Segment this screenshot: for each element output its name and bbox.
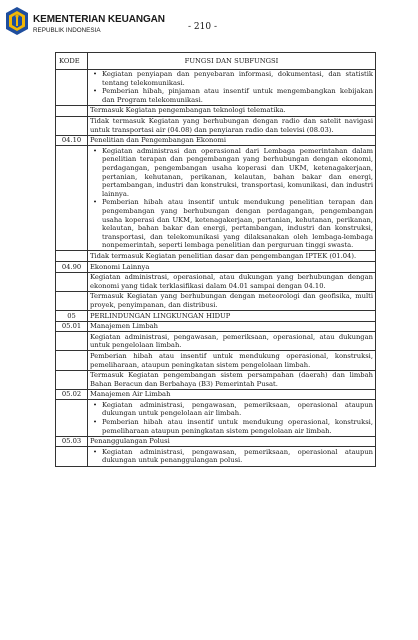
list-item: • Kegiatan administrasi dan operasional dari Lembaga pemerintahan dalam penelitian terapan dan pengembangan yang berhubungan dengan ekonomi, perdagangan, pengembangan usaha koperasi dan UKM, ketenagakerjaan, pertanian, kehutanan, perikanan, kelautan, bahan bakar dan energi, pertambangan, industri dan konstruksi, transportasi, komunikasi, dan industri lainnya.: [90, 147, 373, 199]
code-cell: [56, 400, 88, 436]
code-cell: [56, 69, 88, 105]
table-row: [56, 116, 376, 135]
table-row: [56, 400, 376, 436]
code-cell: 04.10: [56, 135, 88, 146]
table-row: [56, 447, 376, 466]
subfunction-title: Ekonomi Lainnya: [88, 262, 376, 273]
table-row: [56, 311, 376, 322]
code-cell: [56, 351, 88, 370]
code-cell: [56, 291, 88, 310]
bullet-list: [90, 70, 373, 104]
function-title: PERLINDUNGAN LINGKUNGAN HIDUP: [88, 311, 376, 322]
list-item: • Pemberian hibah atau insentif untuk mendukung penelitian terapan dan pengembangan yang berhubungan dengan perdagangan, pengembangan usaha koperasi dan UKM, ketenagakerjaan, pertanian, kehutanan, perikanan, kelautan, bahan bakar dan energi, pertambangan, industri dan konstruksi, transportasi, dan telekomunikasi yang dilaksanakan oleh lembaga-lembaga nonpemerintah, seperti lembaga penelitian dan perguruan tinggi swasta.: [90, 198, 373, 250]
table-row: [56, 370, 376, 389]
table-row: [56, 272, 376, 291]
code-cell: [56, 272, 88, 291]
desc-cell: [88, 146, 376, 251]
bullet-list: [90, 448, 373, 465]
table-row: [56, 262, 376, 273]
table-row: [56, 332, 376, 351]
org-subtitle: REPUBLIK INDONESIA: [33, 27, 101, 34]
code-cell: [56, 146, 88, 251]
code-cell: [56, 116, 88, 135]
code-cell: 05: [56, 311, 88, 322]
org-name: KEMENTERIAN KEUANGAN: [33, 14, 165, 25]
page-number: - 210 -: [188, 22, 217, 32]
desc-cell: Termasuk Kegiatan yang berhubungan dengan meteorologi dan geofisika, multi proyek, penyimpanan, dan distribusi.: [88, 291, 376, 310]
desc-cell: [88, 69, 376, 105]
table-row: [56, 436, 376, 447]
desc-cell: Tidak termasuk Kegiatan yang berhubungan dengan radio dan satelit navigasi untuk transportasi air (04.08) dan penyiaran radio dan televisi (08.03).: [88, 116, 376, 135]
table-row: [56, 389, 376, 400]
function-table: [55, 52, 376, 467]
table-row: [56, 321, 376, 332]
code-cell: 04.90: [56, 262, 88, 273]
bullet-list: [90, 147, 373, 250]
subfunction-title: Penelitian dan Pengembangan Ekonomi: [88, 135, 376, 146]
desc-cell: Tidak termasuk Kegiatan penelitian dasar dan pengembangan IPTEK (01.04).: [88, 251, 376, 262]
desc-cell: Kegiatan administrasi, operasional, atau dukungan yang berhubungan dengan ekonomi yang tidak terklasifikasi dalam 04.01 sampai dengan 04.10.: [88, 272, 376, 291]
subfunction-title: Manajemen Air Limbah: [88, 389, 376, 400]
list-item: • Pemberian hibah, pinjaman atau insentif untuk mengembangkan kebijakan dan Program telekomunikasi.: [90, 87, 373, 104]
code-cell: [56, 332, 88, 351]
table-row: [56, 135, 376, 146]
desc-cell: [88, 447, 376, 466]
code-cell: 05.02: [56, 389, 88, 400]
desc-cell: Kegiatan administrasi, pengawasan, pemeriksaan, operasional, atau dukungan untuk pengelolaan limbah.: [88, 332, 376, 351]
subfunction-title: Manajemen Limbah: [88, 321, 376, 332]
code-cell: [56, 251, 88, 262]
code-cell: 05.01: [56, 321, 88, 332]
desc-cell: Termasuk Kegiatan pengembangan teknologi telematika.: [88, 105, 376, 116]
desc-cell: [88, 400, 376, 436]
list-item: • Kegiatan administrasi, pengawasan, pemeriksaan, operasional ataupun dukungan untuk pengelolaan air limbah.: [90, 401, 373, 418]
table-row: [56, 251, 376, 262]
table-row: [56, 105, 376, 116]
ministry-emblem-icon: [4, 6, 30, 36]
code-cell: [56, 105, 88, 116]
list-item: • Pemberian hibah atau insentif untuk mendukung operasional, konstruksi, pemeliharaan ataupun peningkatan sistem pengelolaan air limbah.: [90, 418, 373, 435]
code-cell: [56, 370, 88, 389]
bullet-list: [90, 401, 373, 435]
header-fungsi: FUNGSI DAN SUBFUNGSI: [88, 53, 376, 70]
list-item: • Kegiatan penyiapan dan penyebaran informasi, dokumentasi, dan statistik tentang telekomunikasi.: [90, 70, 373, 87]
table-row: [56, 351, 376, 370]
page-header: [0, 0, 418, 44]
desc-cell: Termasuk Kegiatan pengembangan sistem persampahan (daerah) dan limbah Bahan Beracun dan Berbahaya (B3) Pemerintah Pusat.: [88, 370, 376, 389]
table-row: [56, 291, 376, 310]
table-header-row: [56, 53, 376, 70]
list-item: • Kegiatan administrasi, pengawasan, pemeriksaan, operasional ataupun dukungan untuk penanggulangan polusi.: [90, 448, 373, 465]
header-kode: KODE: [56, 53, 88, 70]
code-cell: 05.03: [56, 436, 88, 447]
desc-cell: Pemberian hibah atau insentif untuk mendukung operasional, konstruksi, pemeliharaan, ataupun peningkatan sistem pengelolaan limbah.: [88, 351, 376, 370]
table-row: [56, 146, 376, 251]
code-cell: [56, 447, 88, 466]
subfunction-title: Penanggulangan Polusi: [88, 436, 376, 447]
table-row: [56, 69, 376, 105]
